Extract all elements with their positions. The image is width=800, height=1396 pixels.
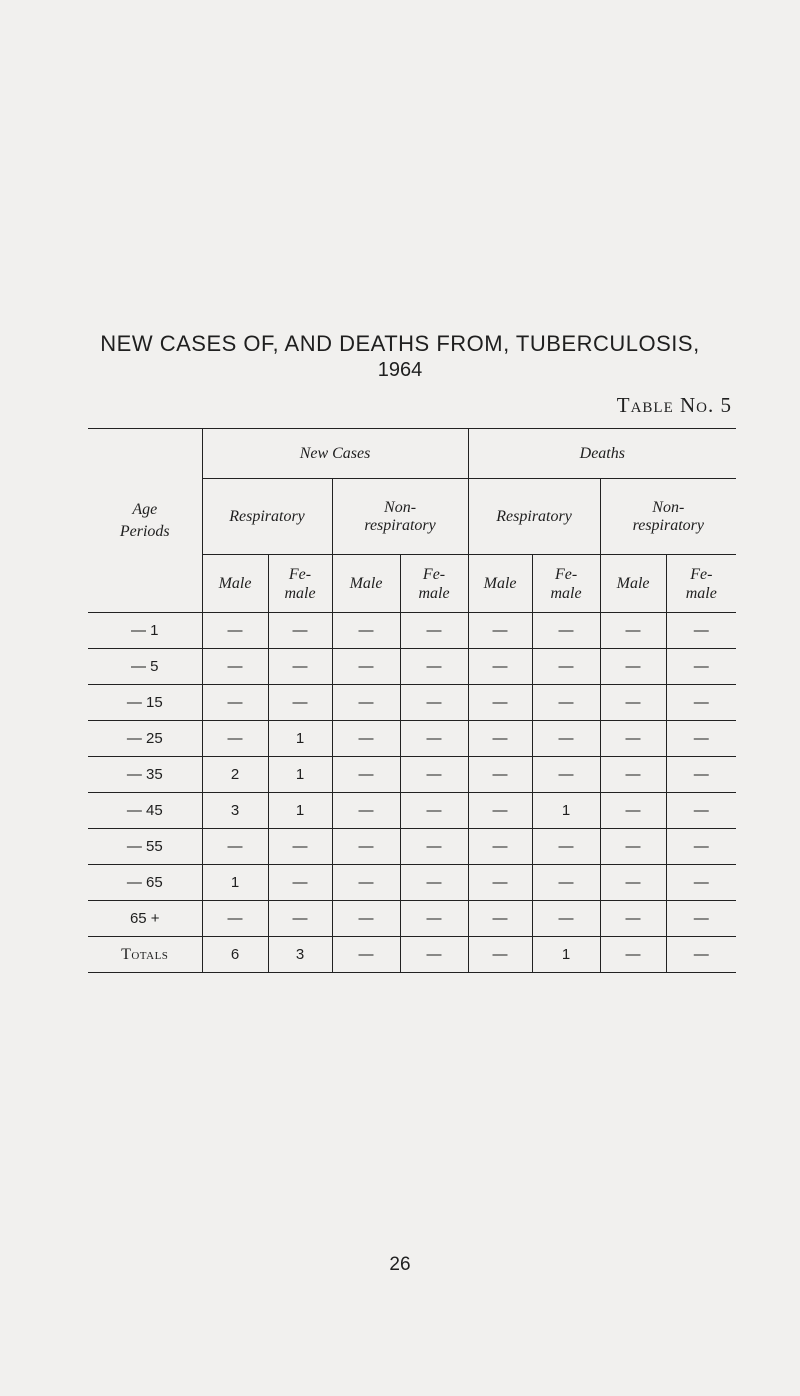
table-cell: — [532, 613, 600, 649]
new-cases-header: New Cases [202, 429, 468, 479]
age-cell: — 5 [88, 649, 202, 685]
table-cell: — [468, 757, 532, 793]
table-cell: — [600, 793, 666, 829]
table-cell: — [400, 613, 468, 649]
totals-cell: — [666, 937, 736, 973]
totals-row [88, 937, 736, 973]
d-nonresp-line1: Non- [652, 498, 685, 516]
table-cell: — [400, 793, 468, 829]
age-cell: — 35 [88, 757, 202, 793]
table-cell: — [468, 613, 532, 649]
deaths-respiratory-header: Respiratory [468, 479, 600, 555]
table-cell: — [600, 901, 666, 937]
table-cell: — [400, 865, 468, 901]
nc-nonresp-line1: Non- [384, 498, 417, 516]
table-row [88, 613, 736, 649]
age-cell: — 45 [88, 793, 202, 829]
table-cell: — [600, 865, 666, 901]
totals-cell: 1 [532, 937, 600, 973]
totals-cell: — [468, 937, 532, 973]
table-cell: 1 [268, 757, 332, 793]
fe-line2: male [284, 584, 316, 602]
age-header-line2: Periods [119, 522, 170, 540]
table-cell: — [600, 829, 666, 865]
table-cell: — [332, 793, 400, 829]
table-cell: — [268, 649, 332, 685]
table-cell: — [268, 901, 332, 937]
table-cell: — [400, 757, 468, 793]
age-cell: 65 + [88, 901, 202, 937]
age-cell: — 65 [88, 865, 202, 901]
d-nonresp-male-header: Male [600, 555, 666, 613]
table-cell: — [532, 757, 600, 793]
nc-nonresp-male-header: Male [332, 555, 400, 613]
table-row [88, 685, 736, 721]
table-cell: — [400, 721, 468, 757]
table-cell: 2 [202, 757, 268, 793]
age-cell: — 25 [88, 721, 202, 757]
age-periods-header [88, 429, 202, 613]
table-cell: — [468, 829, 532, 865]
fe-line1: Fe- [422, 565, 446, 583]
table-cell: — [332, 685, 400, 721]
table-cell: 1 [202, 865, 268, 901]
table-cell: — [400, 649, 468, 685]
fe-line2: male [550, 584, 582, 602]
totals-label: Totals [88, 937, 202, 973]
table-cell: — [532, 721, 600, 757]
table-cell: — [400, 829, 468, 865]
table-cell: — [666, 793, 736, 829]
table-cell: — [666, 865, 736, 901]
table-cell: — [468, 865, 532, 901]
d-nonresp-line2: respiratory [632, 516, 704, 534]
table-cell: — [600, 649, 666, 685]
deaths-non-respiratory-header [600, 479, 736, 555]
table-cell: — [600, 757, 666, 793]
totals-cell: 6 [202, 937, 268, 973]
table-cell: — [600, 685, 666, 721]
fe-line1: Fe- [288, 565, 312, 583]
d-resp-female-header [532, 555, 600, 613]
table-cell: — [468, 793, 532, 829]
nc-resp-male-header: Male [202, 555, 268, 613]
table-cell: — [332, 829, 400, 865]
totals-cell: — [600, 937, 666, 973]
table-cell: — [468, 901, 532, 937]
table-cell: — [202, 721, 268, 757]
table-cell: — [202, 613, 268, 649]
fe-line2: male [685, 584, 717, 602]
table-cell: — [666, 721, 736, 757]
table-row [88, 757, 736, 793]
fe-line1: Fe- [690, 565, 713, 583]
nc-nonresp-female-header [400, 555, 468, 613]
age-cell: — 55 [88, 829, 202, 865]
table-row [88, 829, 736, 865]
fe-line2: male [418, 584, 450, 602]
table-cell: — [468, 721, 532, 757]
totals-cell: 3 [268, 937, 332, 973]
table-cell: — [532, 865, 600, 901]
table-cell: — [268, 613, 332, 649]
fe-line1: Fe- [554, 565, 578, 583]
table-row [88, 901, 736, 937]
age-header-line1: Age [132, 500, 158, 518]
age-cell: — 15 [88, 685, 202, 721]
d-nonresp-female-header [666, 555, 736, 613]
table-cell: — [268, 685, 332, 721]
table-cell: — [202, 901, 268, 937]
table-cell: — [666, 685, 736, 721]
table-cell: — [666, 613, 736, 649]
table-cell: — [202, 685, 268, 721]
table-cell: — [332, 901, 400, 937]
table-cell: — [666, 829, 736, 865]
table-cell: — [332, 721, 400, 757]
table-cell: — [332, 649, 400, 685]
age-cell: — 1 [88, 613, 202, 649]
totals-cell: — [400, 937, 468, 973]
page-number: 26 [389, 1254, 411, 1275]
table-number: Table No. 5 [616, 393, 732, 417]
table-row [88, 793, 736, 829]
table-cell: — [268, 865, 332, 901]
table-cell: — [532, 901, 600, 937]
table-cell: — [400, 685, 468, 721]
table-cell: — [666, 649, 736, 685]
nc-nonresp-line2: respiratory [364, 516, 436, 534]
deaths-header: Deaths [468, 429, 736, 479]
tuberculosis-table [88, 428, 736, 973]
table-cell: 1 [268, 793, 332, 829]
table-cell: — [532, 685, 600, 721]
table-cell: — [202, 649, 268, 685]
new-cases-non-respiratory-header [332, 479, 468, 555]
new-cases-respiratory-header: Respiratory [202, 479, 332, 555]
table-cell: — [332, 757, 400, 793]
table-cell: — [332, 865, 400, 901]
table-cell: — [468, 685, 532, 721]
table-cell: — [332, 613, 400, 649]
page-title: NEW CASES OF, AND DEATHS FROM, TUBERCULOSIS, [100, 331, 700, 356]
page-year: 1964 [377, 359, 423, 381]
table-cell: — [532, 649, 600, 685]
table-cell: 1 [268, 721, 332, 757]
table-cell: — [400, 901, 468, 937]
table-cell: — [666, 901, 736, 937]
table-cell: — [600, 613, 666, 649]
table-row [88, 865, 736, 901]
table-cell: — [268, 829, 332, 865]
table-cell: — [202, 829, 268, 865]
table-cell: — [600, 721, 666, 757]
d-resp-male-header: Male [468, 555, 532, 613]
table-cell: — [666, 757, 736, 793]
table-cell: 3 [202, 793, 268, 829]
table-row [88, 649, 736, 685]
table-row [88, 721, 736, 757]
table-cell: 1 [532, 793, 600, 829]
nc-resp-female-header [268, 555, 332, 613]
table-cell: — [468, 649, 532, 685]
table-cell: — [532, 829, 600, 865]
totals-cell: — [332, 937, 400, 973]
